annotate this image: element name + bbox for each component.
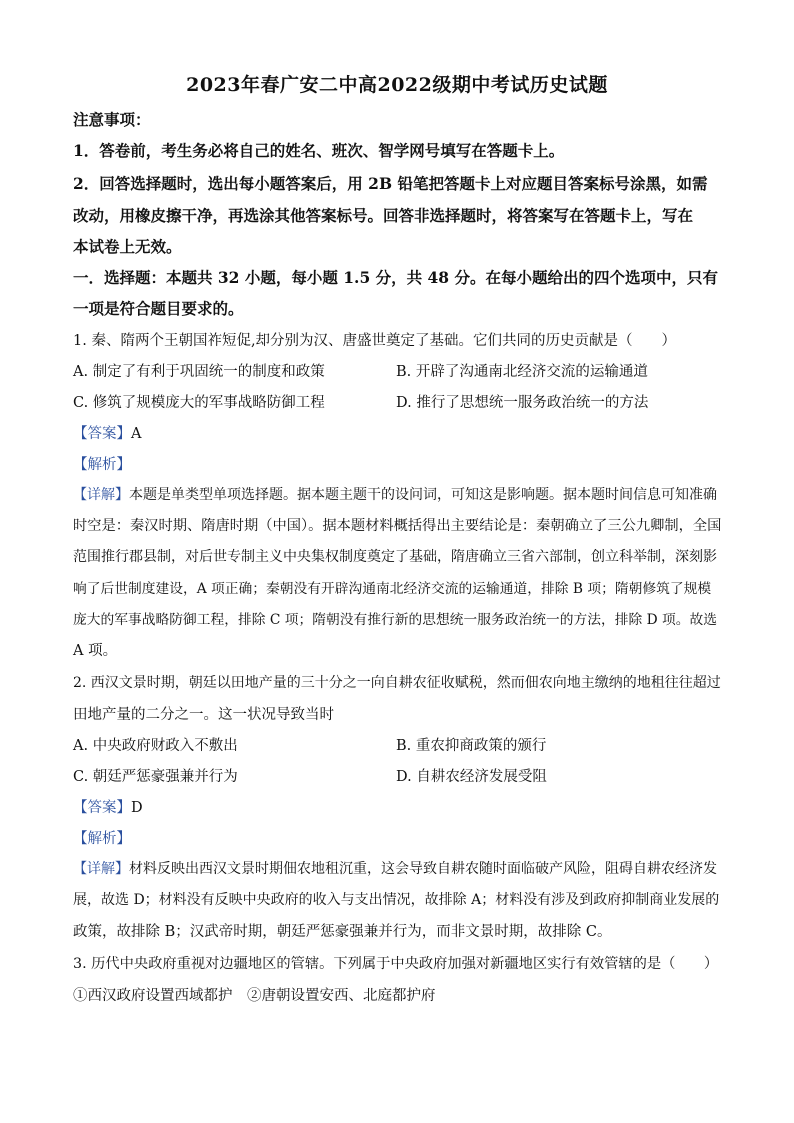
q1-detail-line-6: A 项。 [73, 643, 118, 659]
q1-answer [73, 422, 141, 443]
q1-detail-line-5: 庞大的军事战略防御工程，排除 C 项；隋朝没有推行新的思想统一服务政治统一的方法，排除 D 项。故选 [73, 612, 718, 628]
q1-detail-line-3: 范围推行郡县制，对后世专制主义中央集权制度奠定了基础，隋唐确立三省六部制，创立科举制，深刻影 [73, 549, 717, 565]
notice-line-1: 1．答卷前，考生务必将自己的姓名、班次、智学网号填写在答题卡上。 [73, 141, 565, 160]
section-line-1: 一．选择题：本题共 32 小题，每小题 1.5 分，共 48 分。在每小题给出的四个选项中，只有 [73, 268, 718, 287]
page-title: 2023年春广安二中高2022级期中考试历史试题 [186, 74, 608, 96]
notice-line-3: 改动，用橡皮擦干净，再选涂其他答案标号。回答非选择题时，将答案写在答题卡上，写在 [73, 206, 694, 225]
detail-label: 【详解】 [73, 861, 129, 877]
q3-items: ①西汉政府设置西域都护 ②唐朝设置安西、北庭都护府 [73, 988, 436, 1004]
q2-detail-line-1 [73, 858, 717, 878]
answer-value: D [131, 800, 143, 816]
section-line-2: 一项是符合题目要求的。 [73, 299, 244, 318]
q1-detail-line-1 [73, 484, 717, 504]
notice-heading: 注意事项： [73, 110, 151, 129]
q3-stem: 3. 历代中央政府重视对边疆地区的管辖。下列属于中央政府加强对新疆地区实行有效管辖的是（ ） [73, 956, 719, 972]
q2-detail-line-2: 展，故选 D；材料没有反映中央政府的收入与支出情况，故排除 A；材料没有涉及到政府抑制商业发展的 [73, 892, 720, 908]
q1-option-d: D. 推行了思想统一服务政治统一的方法 [396, 395, 649, 411]
q1-stem: 1. 秦、隋两个王朝国祚短促,却分别为汉、唐盛世奠定了基础。它们共同的历史贡献是（ ） [73, 333, 677, 349]
notice-line-2: 2．回答选择题时，选出每小题答案后，用 2B 铅笔把答题卡上对应题目答案标号涂黑，如需 [73, 174, 708, 193]
detail-text: 本题是单类型单项选择题。据本题主题干的设问词，可知这是影响题。据本题时间信息可知准确 [129, 487, 717, 503]
q2-detail-line-3: 政策，故排除 B；汉武帝时期，朝廷严惩豪强兼并行为，而非文景时期，故排除 C。 [73, 924, 612, 940]
detail-text: 材料反映出西汉文景时期佃农地租沉重，这会导致自耕农随时面临破产风险，阻碍自耕农经济发 [129, 861, 717, 877]
q1-detail-line-4: 响了后世制度建设，A 项正确；秦朝没有开辟沟通南北经济交流的运输通道，排除 B 项；隋朝修筑了规模 [73, 581, 712, 597]
q1-option-a: A. 制定了有利于巩固统一的制度和政策 [73, 364, 325, 380]
q2-option-b: B. 重农抑商政策的颁行 [396, 738, 547, 754]
q2-option-c: C. 朝廷严惩豪强兼并行为 [73, 769, 238, 785]
detail-label: 【详解】 [73, 487, 129, 503]
q2-option-d: D. 自耕农经济发展受阻 [396, 769, 547, 785]
notice-line-4: 本试卷上无效。 [73, 237, 182, 256]
answer-label: 【答案】 [73, 800, 131, 816]
q2-analysis-label: 【解析】 [73, 831, 131, 847]
q2-option-a: A. 中央政府财政入不敷出 [73, 738, 238, 754]
q1-option-c: C. 修筑了规模庞大的军事战略防御工程 [73, 395, 325, 411]
q2-stem-line-1: 2. 西汉文景时期，朝廷以田地产量的三十分之一向自耕农征收赋税，然而佃农向地主缴纳的地租往往超过 [73, 675, 721, 691]
answer-label: 【答案】 [73, 426, 131, 442]
q1-detail-line-2: 时空是：秦汉时期、隋唐时期（中国）。据本题材料概括得出主要结论是：秦朝确立了三公九卿制，全国 [73, 518, 722, 534]
q1-option-b: B. 开辟了沟通南北经济交流的运输通道 [396, 364, 648, 380]
answer-value: A [131, 426, 142, 442]
q1-analysis-label: 【解析】 [73, 457, 131, 473]
q2-stem-line-2: 田地产量的二分之一。这一状况导致当时 [73, 707, 334, 723]
q2-answer [73, 796, 143, 817]
